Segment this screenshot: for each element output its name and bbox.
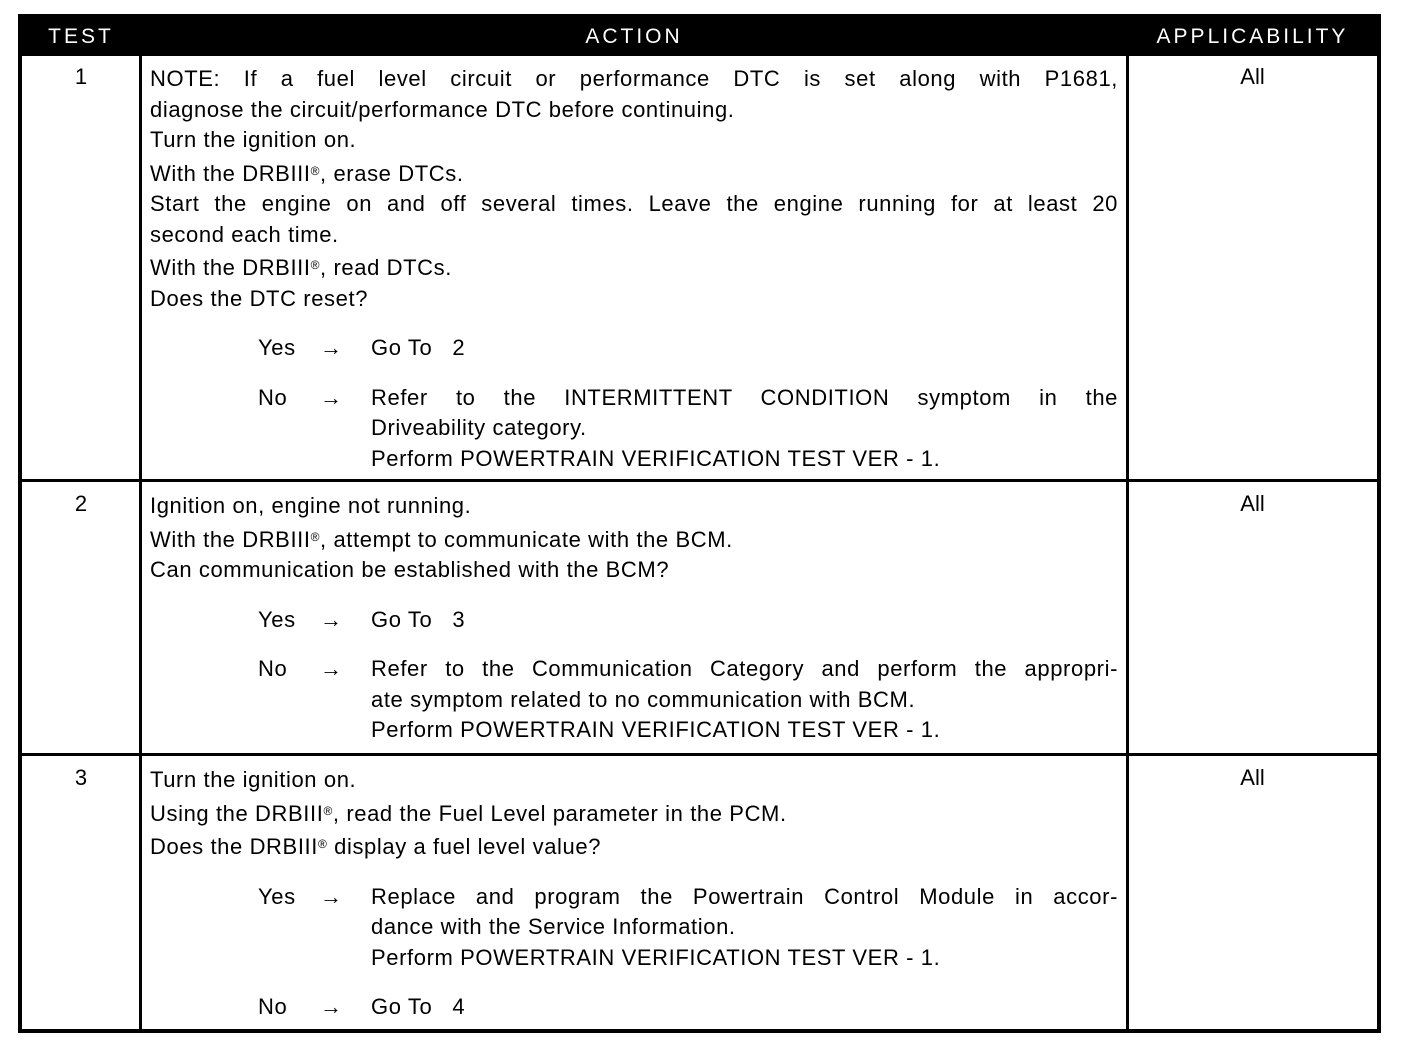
action-line: diagnose the circuit/performance DTC before continuing. [150, 96, 735, 122]
option-text-line: Go To 2 [371, 335, 466, 360]
option-text-line: ate symptom related to no communication with BCM. [371, 686, 916, 712]
action-line: Turn the ignition on. [150, 767, 357, 792]
option-key: Yes [258, 606, 296, 632]
arrow-right-icon: → [320, 994, 343, 1019]
no-option [150, 654, 1118, 746]
column-divider [1126, 56, 1129, 1029]
action-line: Does the DTC reset? [150, 285, 369, 311]
test-number: 2 [74, 491, 88, 516]
table-header [22, 18, 1377, 56]
action-cell [150, 765, 1118, 1023]
diagnostic-test-table [18, 14, 1381, 1033]
arrow-right-icon: → [320, 335, 343, 360]
action-line: NOTE: If a fuel level circuit or performance DTC is set along with P1681, [150, 66, 1118, 91]
option-text-line: Perform POWERTRAIN VERIFICATION TEST VER - 1. [371, 445, 941, 471]
option-text-line: Refer to the Communication Category and perform the appropri- [371, 656, 1118, 681]
action-line: With the DRBIII®, attempt to communicate with the BCM. [150, 526, 733, 552]
option-key: No [258, 656, 288, 681]
option-key: No [258, 384, 288, 410]
test-number: 3 [74, 765, 88, 790]
option-text-line: Driveability category. [371, 415, 587, 440]
action-line: Start the engine on and off several times. Leave the engine running for at least 20 [150, 191, 1118, 216]
arrow-right-icon: → [320, 656, 343, 681]
applicability-value: All [1240, 491, 1265, 516]
arrow-right-icon: → [320, 384, 343, 410]
header-action: ACTION [585, 25, 683, 48]
arrow-right-icon: → [320, 606, 343, 632]
option-key: Yes [258, 335, 296, 360]
action-cell [150, 64, 1118, 474]
applicability-value: All [1240, 765, 1265, 790]
option-text-line: Perform POWERTRAIN VERIFICATION TEST VER - 1. [371, 717, 941, 742]
yes-option [150, 882, 1118, 974]
option-text-line: Go To 3 [371, 606, 466, 632]
row-divider [22, 479, 1377, 482]
option-text-line: Replace and program the Powertrain Control Module in accor- [371, 883, 1118, 909]
action-line: With the DRBIII®, erase DTCs. [150, 160, 464, 186]
action-line: Does the DRBIII® display a fuel level value? [150, 834, 602, 859]
applicability-value: All [1240, 64, 1265, 89]
header-test: TEST [48, 25, 114, 48]
yes-option [150, 333, 1118, 364]
option-text-line: Go To 4 [371, 994, 466, 1019]
test-number: 1 [74, 64, 88, 89]
action-line: Turn the ignition on. [150, 127, 357, 152]
option-text-line: Refer to the INTERMITTENT CONDITION symptom in the [371, 384, 1118, 410]
column-divider [139, 56, 142, 1029]
action-cell [150, 491, 1118, 746]
action-line: Using the DRBIII®, read the Fuel Level parameter in the PCM. [150, 800, 787, 826]
header-applicability: APPLICABILITY [1156, 25, 1349, 48]
no-option [150, 992, 1118, 1023]
option-key: No [258, 994, 288, 1019]
yes-option [150, 605, 1118, 636]
action-line: second each time. [150, 221, 339, 247]
arrow-right-icon: → [320, 883, 343, 909]
action-line: Ignition on, engine not running. [150, 493, 472, 518]
action-line: With the DRBIII®, read DTCs. [150, 255, 452, 280]
option-text-line: Perform POWERTRAIN VERIFICATION TEST VER - 1. [371, 944, 941, 970]
row-divider [22, 753, 1377, 756]
action-line: Can communication be established with the BCM? [150, 557, 670, 582]
option-key: Yes [258, 883, 296, 909]
option-text-line: dance with the Service Information. [371, 914, 736, 939]
no-option [150, 383, 1118, 475]
